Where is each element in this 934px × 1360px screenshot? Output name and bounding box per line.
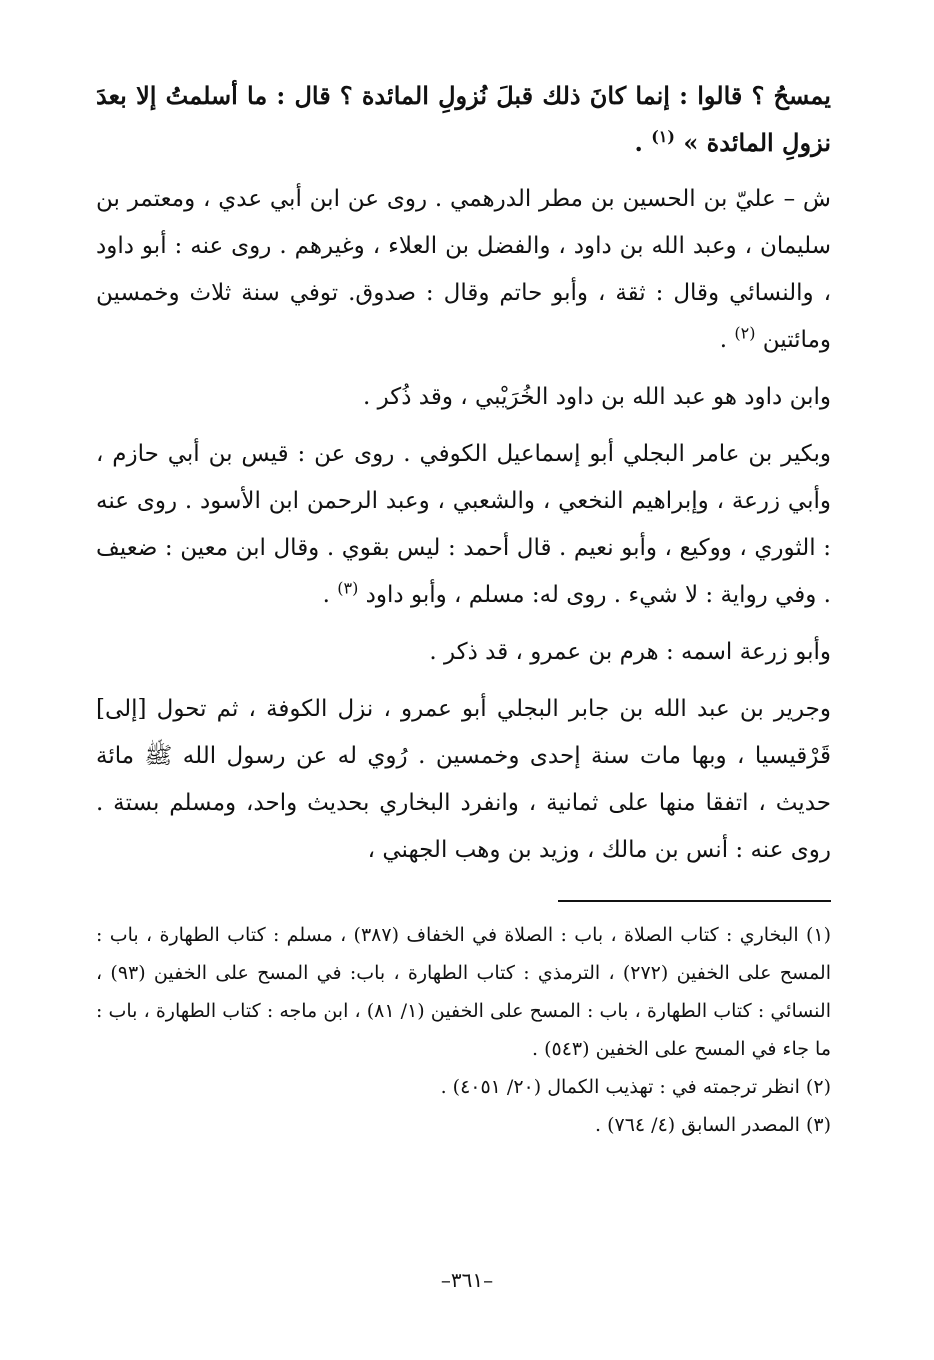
footnote-ref-1: (١) — [651, 127, 675, 146]
paragraph-text: وأبو زرعة اسمه : هرم بن عمرو ، قد ذكر . — [429, 639, 831, 665]
paragraph-end: . — [322, 582, 338, 608]
footnotes — [96, 916, 831, 1144]
page-number: –٣٦١– — [440, 1268, 494, 1292]
paragraph-ali-bin-husain — [96, 176, 831, 364]
paragraph-hadith-end — [96, 72, 831, 166]
paragraph-end: . — [634, 128, 652, 157]
footnote-1: (١) البخاري : كتاب الصلاة ، باب : الصلاة في الخفاف (٣٨٧) ، مسلم : كتاب الطهارة ، باب : المسح على الخفين (٢٧٢) ، الترمذي : كتاب الطهارة ، باب: في المسح على الخفين (٩٣) ، النسائي : كتاب الطهارة ، باب : المسح على الخفين (١/ ٨١) ، ابن ماجه : كتاب الطهارة ، باب : ما جاء في المسح على الخفين (٥٤٣) . — [96, 924, 831, 1060]
paragraph-text: وجرير بن عبد الله بن جابر البجلي أبو عمرو ، نزل الكوفة ، ثم تحول [إلى] قَرْقيسيا ، وبها مات سنة إحدى وخمسين . رُوي له عن رسول الله ﷺ مائة حديث ، اتفقا منها على ثمانية ، وانفرد البخاري بحديث واحد، ومسلم بستة . روى عنه : أنس بن مالك ، وزيد بن وهب الجهني ، — [96, 696, 831, 863]
paragraph-abu-zura — [96, 629, 831, 676]
footnote-3: (٣) المصدر السابق (٤/ ٧٦٤) . — [595, 1114, 831, 1136]
paragraph-text: ش – عليّ بن الحسين بن مطر الدرهمي . روى عن ابن أبي عدي ، ومعتمر بن سليمان ، وعبد الله بن داود ، والفضل بن العلاء ، وغيرهم . روى عنه : أبو داود ، والنسائي وقال : ثقة ، وأبو حاتم وقال : صدوق. توفي سنة ثلاث وخمسين ومائتين — [96, 186, 831, 353]
footnote-ref-2: (٢) — [734, 323, 756, 343]
paragraph-jarir — [96, 686, 831, 874]
footnote-ref-3: (٣) — [337, 578, 359, 598]
body-text — [96, 72, 831, 874]
footnote-2: (٢) انظر ترجمته في : تهذيب الكمال (٢٠/ ٤٠٥١) . — [440, 1076, 831, 1098]
paragraph-ibn-dawud — [96, 374, 831, 421]
footnote-divider — [558, 900, 831, 902]
paragraph-end: . — [719, 327, 735, 353]
paragraph-text: يمسحُ ؟ قالوا : إنما كانَ ذلك قبلَ نُزولِ المائدة ؟ قال : ما أسلمتُ إلا بعدَ نزولِ المائدة » — [96, 81, 831, 157]
paragraph-bukayr — [96, 431, 831, 619]
paragraph-text: وابن داود هو عبد الله بن داود الخُرَيْبي ، وقد ذُكر . — [362, 384, 831, 410]
paragraph-text: وبكير بن عامر البجلي أبو إسماعيل الكوفي . روى عن : قيس بن أبي حازم ، وأبي زرعة ، وإبراهيم النخعي ، والشعبي ، وعبد الرحمن ابن الأسود . روى عنه : الثوري ، ووكيع ، وأبو نعيم . قال أحمد : ليس بقوي . وقال ابن معين : ضعيف . وفي رواية : لا شيء . روى له: مسلم ، وأبو داود — [96, 441, 831, 608]
